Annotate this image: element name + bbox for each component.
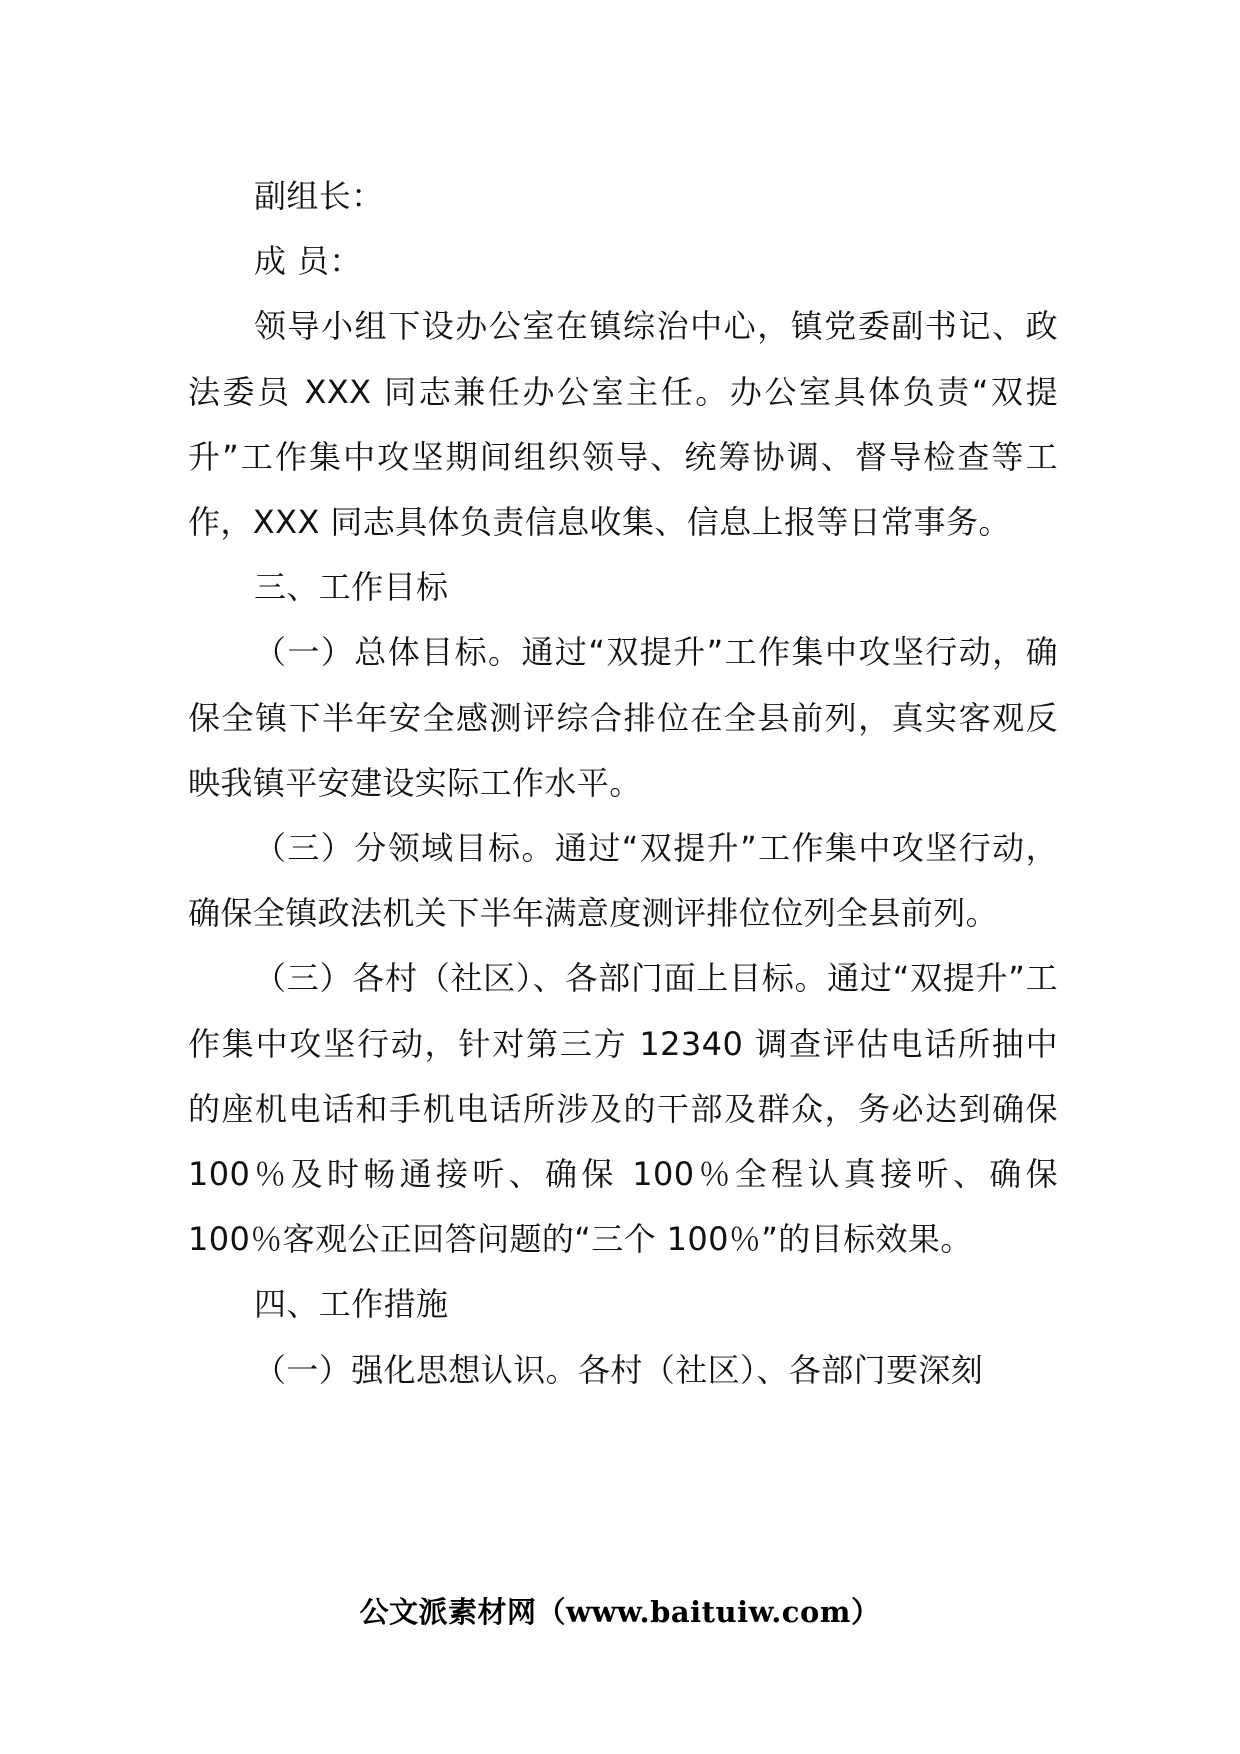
paragraph-deputy-leader: 副组长： (254, 177, 384, 215)
paragraph-domain-goal: （三）分领域目标。通过“双提升”工作集中攻坚行动，确保全镇政法机关下半年满意度测评排位位列全县前列。 (188, 829, 1058, 933)
section-heading-measures: 四、工作措施 (254, 1285, 449, 1324)
paragraph-members: 成 员： (254, 242, 362, 281)
section-heading-goals: 三、工作目标 (254, 568, 449, 607)
footer-watermark: 公文派素材网（www.baituiw.com） (359, 1595, 881, 1629)
paragraph-strengthen-awareness: （一）强化思想认识。各村（社区）、各部门要深刻 (254, 1350, 984, 1389)
document-body (188, 164, 1058, 1403)
paragraph-overall-goal: （一）总体目标。通过“双提升”工作集中攻坚行动，确保全镇下半年安全感测评综合排位在全县前列，真实客观反映我镇平安建设实际工作水平。 (188, 633, 1058, 802)
paragraph-office: 领导小组下设办公室在镇综治中心，镇党委副书记、政法委员 XXX 同志兼任办公室主任。办公室具体负责“双提升”工作集中攻坚期间组织领导、统筹协调、督导检查等工作，XXX 同志具体负责信息收集、信息上报等日常事务。 (188, 307, 1058, 542)
paragraph-village-goal: （三）各村（社区）、各部门面上目标。通过“双提升”工作集中攻坚行动，针对第三方 12340 调查评估电话所抽中的座机电话和手机电话所涉及的干部及群众，务必达到确保 100％及时畅通接听、确保 100％全程认真接听、确保 100％客观公正回答问题的“三个 100％”的目标效果。 (188, 959, 1058, 1259)
